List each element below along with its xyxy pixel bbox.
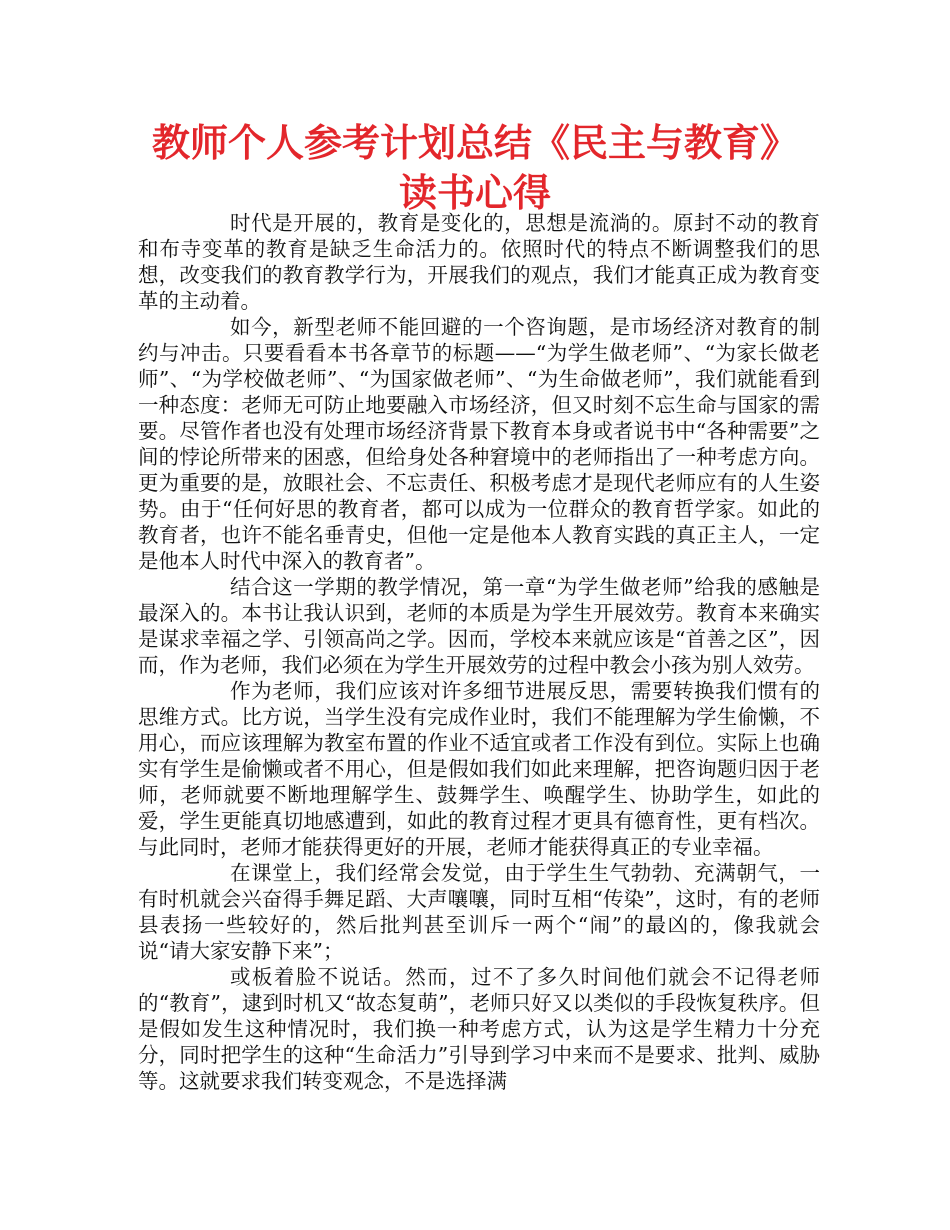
paragraph-3: 结合这一学期的教学情况，第一章“为学生做老师”给我的感触是最深入的。本书让我认识到，老师的本质是为学生开展效劳。教育本来确实是谋求幸福之学、引领高尚之学。因而，学校本来就应该是“首善之区”，因而，作为老师，我们必须在为学生开展效劳的过程中教会小孩为别人效劳。: [138, 575, 820, 677]
paragraph-6: 或板着脸不说话。然而，过不了多久时间他们就会不记得老师的“教育”，逮到时机又“故态复萌”，老师只好又以类似的手段恢复秩序。但是假如发生这种情况时，我们换一种考虑方式，认为这是学生精力十分充分，同时把学生的这种“生命活力”引导到学习中来而不是要求、批判、威胁等。这就要求我们转变观念，不是选择满: [138, 965, 820, 1093]
paragraph-4: 作为老师，我们应该对许多细节进展反思，需要转换我们惯有的思维方式。比方说，当学生没有完成作业时，我们不能理解为学生偷懒，不用心，而应该理解为教室布置的作业不适宜或者工作没有到位。实际上也确实有学生是偷懒或者不用心，但是假如我们如此来理解，把咨询题归因于老师，老师就要不断地理解学生、鼓舞学生、唤醒学生、协助学生，如此的爱，学生更能真切地感遭到，如此的教育过程才更具有德育性，更有档次。与此同时，老师才能获得更好的开展，老师才能获得真正的专业幸福。: [138, 679, 820, 859]
paragraph-1: 时代是开展的，教育是变化的，思想是流淌的。原封不动的教育和布寺变革的教育是缺乏生命活力的。依照时代的特点不断调整我们的思想，改变我们的教育教学行为，开展我们的观点，我们才能真正成为教育变革的主动着。: [138, 211, 820, 313]
document-title: 教师个人参考计划总结《民主与教育》读书心得: [151, 121, 798, 215]
paragraph-5: 在课堂上，我们经常会发觉，由于学生生气勃勃、充满朝气，一有时机就会兴奋得手舞足蹈、大声嚷嚷，同时互相“传染”，这时，有的老师县表扬一些较好的，然后批判甚至训斥一两个“闹”的最凶的，像我就会说“请大家安静下来”；: [138, 861, 820, 963]
paragraph-2: 如今，新型老师不能回避的一个咨询题，是市场经济对教育的制约与冲击。只要看看本书各章节的标题——“为学生做老师”、“为家长做老师”、“为学校做老师”、“为国家做老师”、“为生命做老师”，我们就能看到一种态度：老师无可防止地要融入市场经济，但又时刻不忘生命与国家的需要。尽管作者也没有处理市场经济背景下教育本身或者说书中“各种需要”之间的悖论所带来的困惑，但给身处各种窘境中的老师指出了一种考虑方向。更为重要的是，放眼社会、不忘责任、积极考虑才是现代老师应有的人生姿势。由于“任何好思的教育者，都可以成为一位群众的教育哲学家。如此的教育者，也许不能名垂青史，但他一定是他本人教育实践的真正主人，一定是他本人时代中深入的教育者”。: [138, 315, 820, 573]
document-body: [138, 210, 820, 1094]
